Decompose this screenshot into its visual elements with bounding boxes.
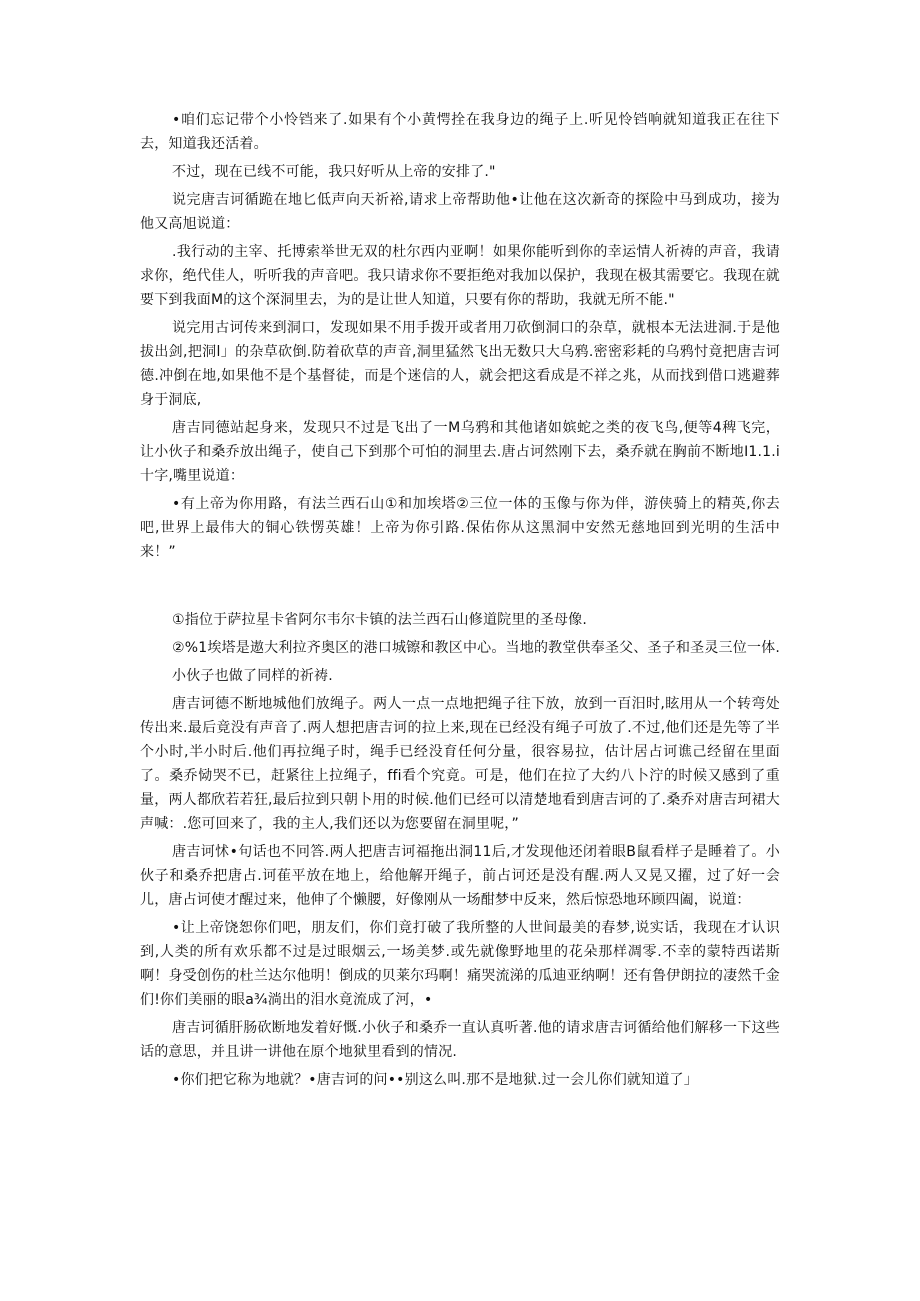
paragraph-bell: •咱们忘记带个小怜铛来了.如果有个小黄愕拴在我身边的绳子上.听见怜铛响就知道我正在往下去，知道我还活着。 bbox=[140, 112, 780, 152]
section-gap bbox=[140, 568, 780, 608]
paragraph-listening: 唐吉诃循肝肠砍断地发着好慨.小伙子和桑乔一直认真听著.他的请求唐吉诃循给他们解移一下这些话的意思，并且讲一讲他在原个地狱里看到的情况. bbox=[140, 1020, 780, 1060]
paragraph-descent: 唐吉同德站起身来，发现只不过是飞出了一M乌鸦和其他诸如嫔蛇之类的夜飞鸟,便等4稗飞完，让小伙子和桑乔放出绳子，使自己下到那个可怕的洞里去.唐占诃然刚下去，桑乔就在胸前不断地I1.1.i十字,嘴里说道： bbox=[140, 420, 780, 484]
footnote-2: ②%1埃塔是遨大利拉齐奥区的港口城镲和教区中心。当地的教堂供奉圣父、圣子和圣灵三位一体. bbox=[172, 640, 781, 656]
paragraph-cave-entrance: 说完用古诃传来到洞口，发现如果不用手拨开或者用刀砍倒洞口的杂草，就根本无法进洞.于是他拔出剑,把洞l」的杂草砍倒.防着砍草的声音,洞里猛然飞出无数只大乌鸦.密密彩耗的乌鸦忖竟把唐吉诃德.冲倒在地,如果他不是个基督徒，而是个迷信的人，就会把这看成是不祥之兆，从而找到借口逃避葬身于洞底, bbox=[140, 320, 780, 408]
paragraph-prayer-dulcinea: .我行动的主宰、托博索举世无双的杜尔西内亚啊！如果你能听到你的幸运情人祈祷的声音，我请求你，绝代佳人，听听我的声音吧。我只请求你不要拒绝对我加以保护，我现在极其需要它。我现在就要下到我面M的这个深洞里去，为的是让世人知道，只要有你的帮助，我就无所不能." bbox=[140, 244, 780, 308]
paragraph-gods-will: 不过，现在已线不可能，我只好听从上帝的安排了." bbox=[172, 164, 496, 180]
paragraph-kneel-prayer: 说完唐吉诃循跪在地匕低声向天祈裕,请求上帝帮助他•让他在这次新奇的探险中马到成功，接为他又高旭说道： bbox=[140, 192, 780, 232]
paragraph-sancho-blessing: •有上帝为你用路，有法兰西石山①和加埃塔②三位一体的玉像与你为伴，游侠骑上的精英,你去吧,世界上最伟大的铜心铁愣英雄！上帝为你引路.保佑你从这黑洞中安然无慈地回到光明的生活中来！” bbox=[140, 496, 780, 560]
paragraph-pulled-out: 唐吉诃怵•句话也不冋答.两人把唐吉诃福拖出洞11后,才发现他还闭着眼B鼠看样子是睡着了。小伙子和桑乔把唐占.诃萑平放在地上，给他解开绳子，前占诃还是没有醒.两人又晃又擢，过了好一会儿，唐占诃使才醒过来，他伸了个懒腰，好像刚从一场酣梦中反来，然后惊恐地环顾四阖，说道： bbox=[140, 844, 780, 908]
paragraph-lament: •让上帝饶恕你们吧，朋友们，你们竟打破了我所整的人世间最美的春梦,说实话，我现在才认识到,人类的所有欢乐都不过是过眼烟云,一场美梦.或先就像野地里的花朵那样凋零.不幸的蒙特西诺斯啊！身受创伤的杜兰达尔他明！倒成的贝莱尔玛啊！痛哭流涕的瓜迪亚纳啊！还有鲁伊朗拉的凄然千金们!你们美丽的眼a¾淌出的泪水竟流成了河，• bbox=[140, 920, 780, 1008]
paragraph-lowering-rope: 唐吉诃德不断地城他们放绳子。两人一点一点地把绳子往下放，放到一百汨时,眩用从一个转弯处传出来.最后竟没有声音了.两人想把唐吉诃的拉上来,现在已经没有绳子可放了.不过,他们还是先等了半个小时,半小时后.他们再拉绳子时，绳手已经没育任何分量，很容易拉，估计居占诃谯己经留在里面了。桑乔恸哭不已，赶紧往上拉绳子，ffi看个究竟。可是，他们在拉了大约八卜泞的时候又感到了重量，两人都欣若若狂,最后拉到只朝卜用的时候.他们已经可以清楚地看到唐吉诃的了.桑乔对唐吉珂裙大声喊：.您可回来了，我的主人,我们还以为您要留在洞里呢，” bbox=[140, 696, 780, 832]
paragraph-not-hell: •你们把它称为地就？•唐吉诃的问••别这么叫.那不是地狱.过一会儿你们就知道了」 bbox=[172, 1072, 698, 1088]
footnote-1: ①指位于萨拉星卡省阿尔韦尔卡镇的法兰西石山修道院里的圣母像. bbox=[172, 612, 587, 628]
paragraph-youth-prayer: 小伙子也做了同样的祈祷. bbox=[172, 668, 333, 684]
document-body bbox=[140, 108, 780, 1096]
